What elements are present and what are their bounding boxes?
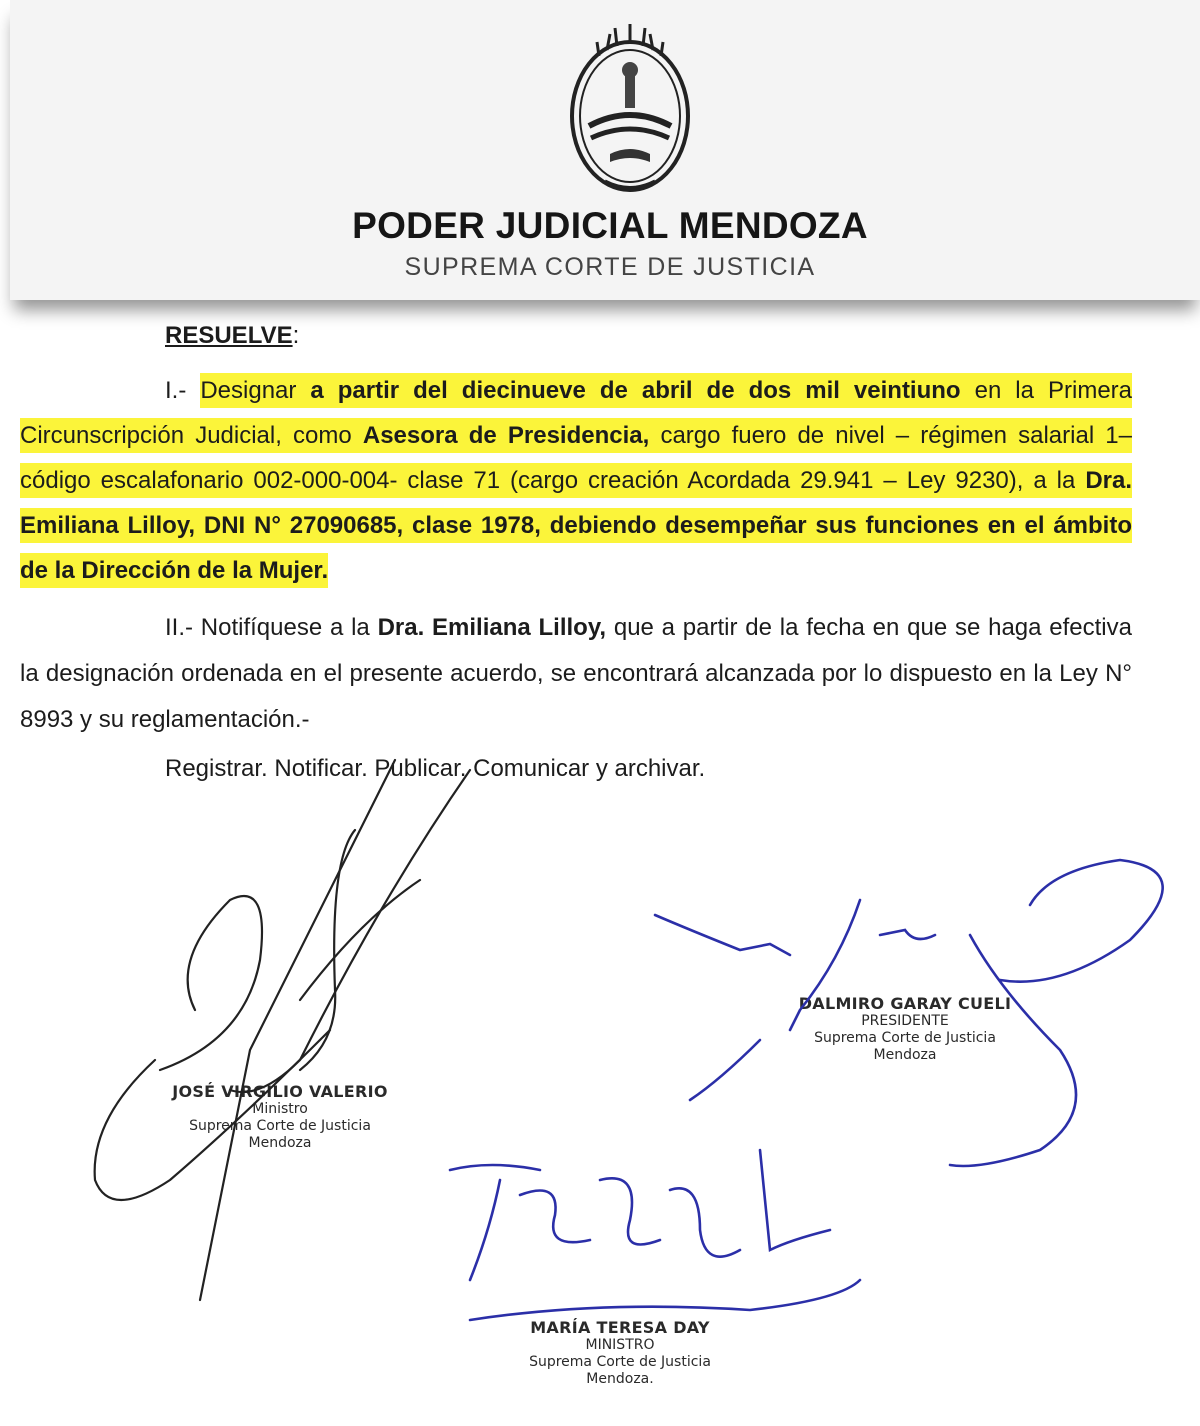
signatory-court: Suprema Corte de Justicia <box>529 1354 711 1370</box>
signatory-role: PRESIDENTE <box>861 1013 949 1029</box>
resolution-heading-text: RESUELVE <box>165 322 293 349</box>
item-1-position: Asesora de Presidencia, <box>363 418 649 453</box>
resolution-item-1 <box>20 368 1132 593</box>
signatory-court: Suprema Corte de Justicia <box>814 1030 996 1046</box>
signatory-role: MINISTRO <box>585 1337 655 1353</box>
closing-formula: Registrar. Notificar. Publicar. Comunicar y archivar. <box>165 755 706 782</box>
resolution-heading-colon: : <box>292 322 300 349</box>
signatory-city: Mendoza. <box>586 1371 654 1387</box>
item-1-number: I.- <box>165 377 187 404</box>
signatory-name: MARÍA TERESA DAY <box>530 1318 710 1337</box>
signature-block-day <box>470 1318 770 1388</box>
item-1-salary-details: cargo fuero de nivel – régimen salarial 1–código escalafonario 002-000-004- clase 71 (cargo creación Acordada 29.941 – Ley 9230), a la <box>20 418 1132 498</box>
signatory-role: Ministro <box>252 1101 308 1117</box>
signature-block-valerio <box>130 1082 430 1152</box>
signatory-city: Mendoza <box>873 1047 937 1063</box>
item-2-intro: Notifíquese a la <box>200 614 370 641</box>
item-2-number: II.- <box>165 614 193 641</box>
signature-valerio-icon <box>95 760 470 1300</box>
signatory-name: JOSÉ VIRGILIO VALERIO <box>172 1082 388 1101</box>
item-2-appointee: Dra. Emiliana Lilloy, <box>377 614 607 641</box>
item-1-appointee: Dra. Emiliana Lilloy, DNI N° 27090685, clase 1978, debiendo desempeñar sus funciones en el ámbito de la Dirección de la Mujer. <box>20 463 1132 588</box>
signature-day-icon <box>450 1150 860 1320</box>
signatory-name: DALMIRO GARAY CUELI <box>798 994 1012 1013</box>
signatory-court: Suprema Corte de Justicia <box>189 1118 371 1134</box>
signatory-city: Mendoza <box>248 1135 312 1151</box>
organization-title: PODER JUDICIAL MENDOZA <box>352 205 868 246</box>
court-seal-icon <box>565 16 695 196</box>
item-1-jurisdiction: en la Primera Circunscripción Judicial, como <box>20 373 1132 453</box>
organization-subtitle: SUPREMA CORTE DE JUSTICIA <box>404 253 816 281</box>
item-1-highlight-designar: Designar <box>200 373 296 408</box>
resolution-heading <box>165 322 299 350</box>
item-1-date: a partir del diecinueve de abril de dos mil veintiuno <box>310 373 960 408</box>
resolution-item-2 <box>20 605 1132 743</box>
signature-block-garay-cueli <box>760 994 1050 1064</box>
item-2-body: que a partir de la fecha en que se haga efectiva la designación ordenada en el presente acuerdo, se encontrará alcanzada por lo dispuesto en la Ley N° 8993 y su reglamentación.- <box>20 614 1132 733</box>
